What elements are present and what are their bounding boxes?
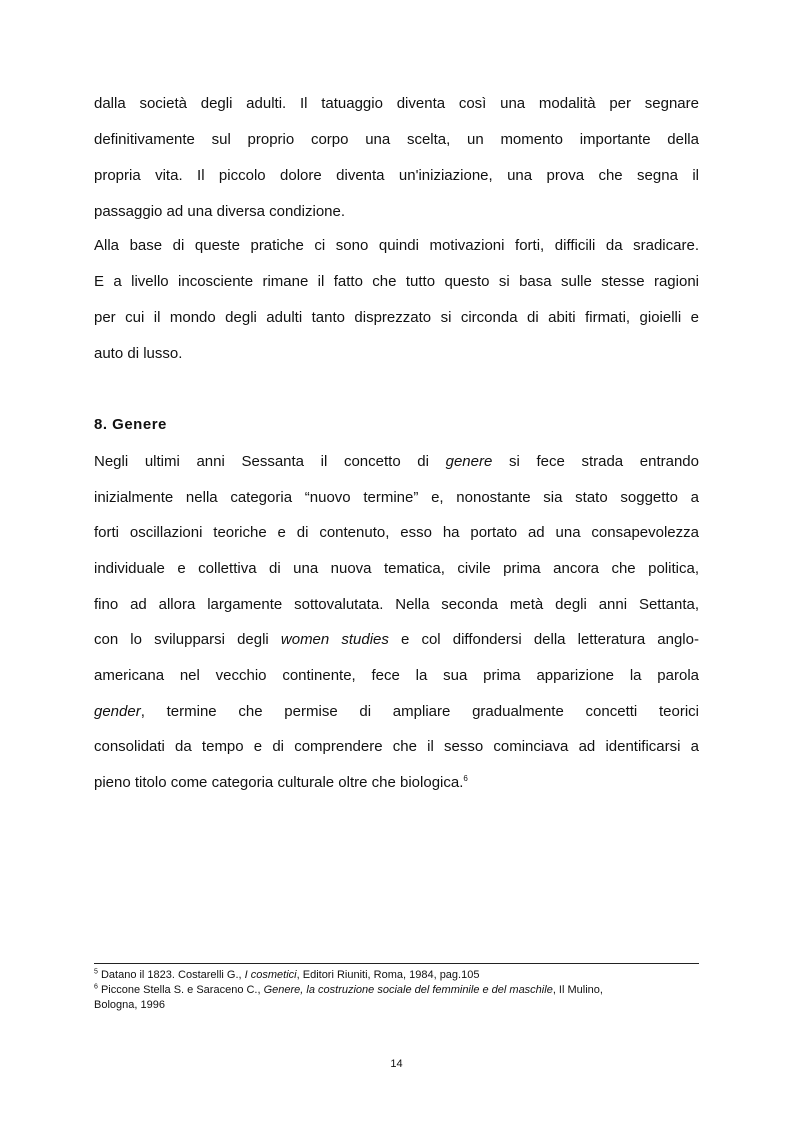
para2-line-3: per cui il mondo degli adulti tanto disprezzato si circonda di abiti firmati, gioielli e <box>94 309 699 326</box>
para3-line-10-text: pieno titolo come categoria culturale oltre che biologica. <box>94 774 464 791</box>
para3-line-7: americana nel vecchio continente, fece la sua prima apparizione la parola <box>94 667 699 684</box>
footnote-6-text-b: , Il Mulino, <box>552 984 603 996</box>
para3-line-9: consolidati da tempo e di comprendere che il sesso cominciava ad identificarsi a <box>94 738 699 755</box>
para2-line-1: Alla base di queste pratiche ci sono quindi motivazioni forti, difficili da sradicare. <box>94 237 699 254</box>
para3-line-10 <box>94 774 699 792</box>
para3-line-4: individuale e collettiva di una nuova tematica, civile prima ancora che politica, <box>94 560 699 577</box>
footnote-separator <box>94 963 699 964</box>
section-heading: 8. Genere <box>94 416 167 433</box>
footnote-5-text-b: , Editori Riuniti, Roma, 1984, pag.105 <box>296 969 480 981</box>
footnote-5 <box>94 969 699 982</box>
footnote-6-text-a: Piccone Stella S. e Saraceno C., <box>97 984 264 996</box>
para1-line-1: dalla società degli adulti. Il tatuaggio diventa così una modalità per segnare <box>94 95 699 112</box>
para2-line-2: E a livello incosciente rimane il fatto che tutto questo si basa sulle stesse ragioni <box>94 273 699 290</box>
para3-line-2: inizialmente nella categoria “nuovo termine” e, nonostante sia stato soggetto a <box>94 489 699 506</box>
footnote-ref-6: 6 <box>463 774 468 783</box>
page-number: 14 <box>390 1058 403 1070</box>
para3-line-1 <box>94 453 699 471</box>
footnote-5-text-a: Datano il 1823. Costarelli G., <box>97 969 245 981</box>
para3-line-8-b: , termine che permise di ampliare gradualmente concetti teorici <box>140 703 699 720</box>
emphasis-women-studies: women studies <box>280 631 389 648</box>
para3-line-6-b: e col diffondersi della letteratura anglo- <box>388 631 699 648</box>
footnote-6 <box>94 984 699 997</box>
para1-line-4: passaggio ad una diversa condizione. <box>94 203 346 220</box>
para3-line-3: forti oscillazioni teoriche e di contenuto, esso ha portato ad una consapevolezza <box>94 524 699 541</box>
footnote-5-title: I cosmetici <box>244 969 297 981</box>
para3-line-5: fino ad allora largamente sottovalutata. Nella seconda metà degli anni Settanta, <box>94 596 699 613</box>
para3-line-8 <box>94 703 699 721</box>
footnote-5-number: 5 <box>94 968 98 976</box>
footnote-6-number: 6 <box>94 983 98 991</box>
footnote-6-title: Genere, la costruzione sociale del femminile e del maschile <box>263 984 553 996</box>
para2-line-4: auto di lusso. <box>94 345 183 362</box>
emphasis-genere: genere <box>445 453 493 470</box>
para1-line-3: propria vita. Il piccolo dolore diventa un'iniziazione, una prova che segna il <box>94 167 699 184</box>
para3-line-1-b: si fece strada entrando <box>492 453 699 470</box>
para3-line-1-a: Negli ultimi anni Sessanta il concetto di <box>94 453 446 470</box>
para1-line-2: definitivamente sul proprio corpo una scelta, un momento importante della <box>94 131 699 148</box>
para3-line-6-a: con lo svilupparsi degli <box>94 631 281 648</box>
para3-line-6 <box>94 631 699 649</box>
footnote-6-line-2: Bologna, 1996 <box>94 999 165 1011</box>
emphasis-gender: gender <box>94 703 141 720</box>
